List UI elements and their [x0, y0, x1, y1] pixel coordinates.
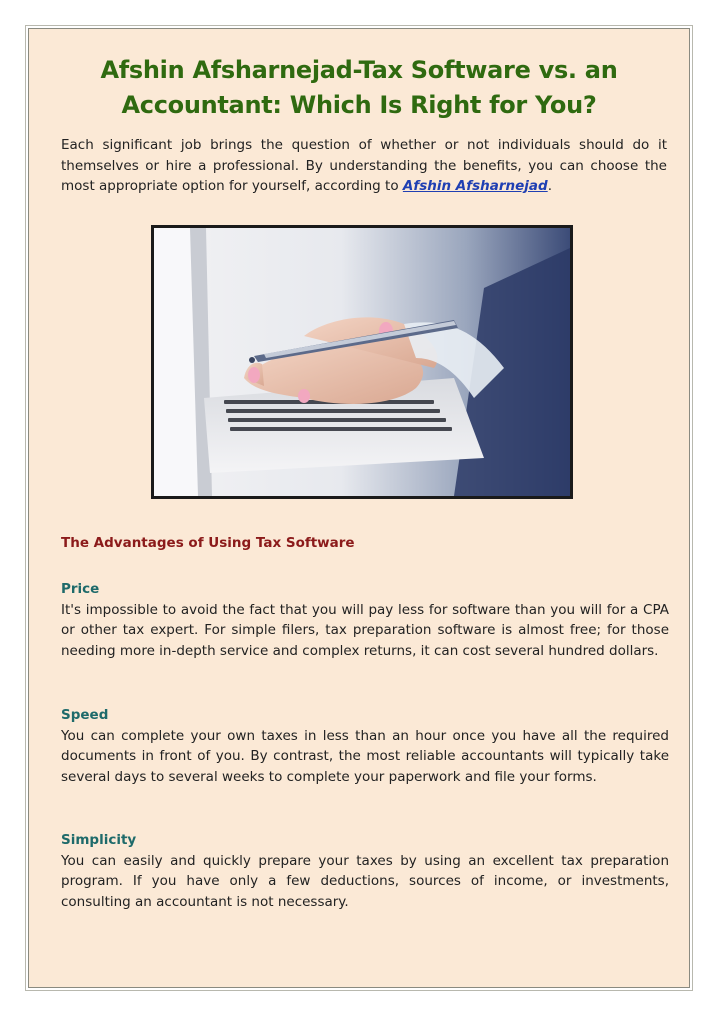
hero-photo: [151, 225, 573, 499]
laptop-typing-illustration: [154, 228, 570, 496]
speed-section: [29, 705, 691, 787]
price-body: It's impossible to avoid the fact that you will pay less for software than you will for a CPA or other tax expert. For simple filers, tax preparation software is almost free; for those needing more in-depth service and complex returns, it can cost several hundred dollars.: [61, 601, 669, 659]
intro-after: .: [547, 178, 552, 194]
author-link[interactable]: Afshin Afsharnejad: [402, 178, 548, 194]
section-title: The Advantages of Using Tax Software: [61, 535, 355, 551]
speed-body: You can complete your own taxes in less than an hour once you have all the required documents in front of you. By contrast, the most reliable accountants will typically take several days to several weeks to complete your paperwork and file your forms.: [61, 727, 669, 785]
intro-paragraph: [61, 135, 667, 197]
page-title: Afshin Afsharnejad-Tax Software vs. an Accountant: Which Is Right for You?: [100, 56, 618, 119]
price-section: [29, 579, 691, 661]
simplicity-section: [29, 830, 691, 912]
simplicity-heading: Simplicity: [61, 832, 137, 848]
simplicity-body: You can easily and quickly prepare your taxes by using an excellent tax preparation program. If you have only a few deductions, sources of income, or investments, consulting an accountant is not necessary.: [61, 852, 669, 910]
intro-text: Each significant job brings the question of whether or not individuals should do it themselves or hire a professional. By understanding the benefits, you can choose the most appropriate option for yourself, according to: [61, 137, 667, 194]
price-heading: Price: [61, 581, 100, 597]
document-page: [28, 28, 690, 988]
speed-heading: Speed: [61, 707, 109, 723]
